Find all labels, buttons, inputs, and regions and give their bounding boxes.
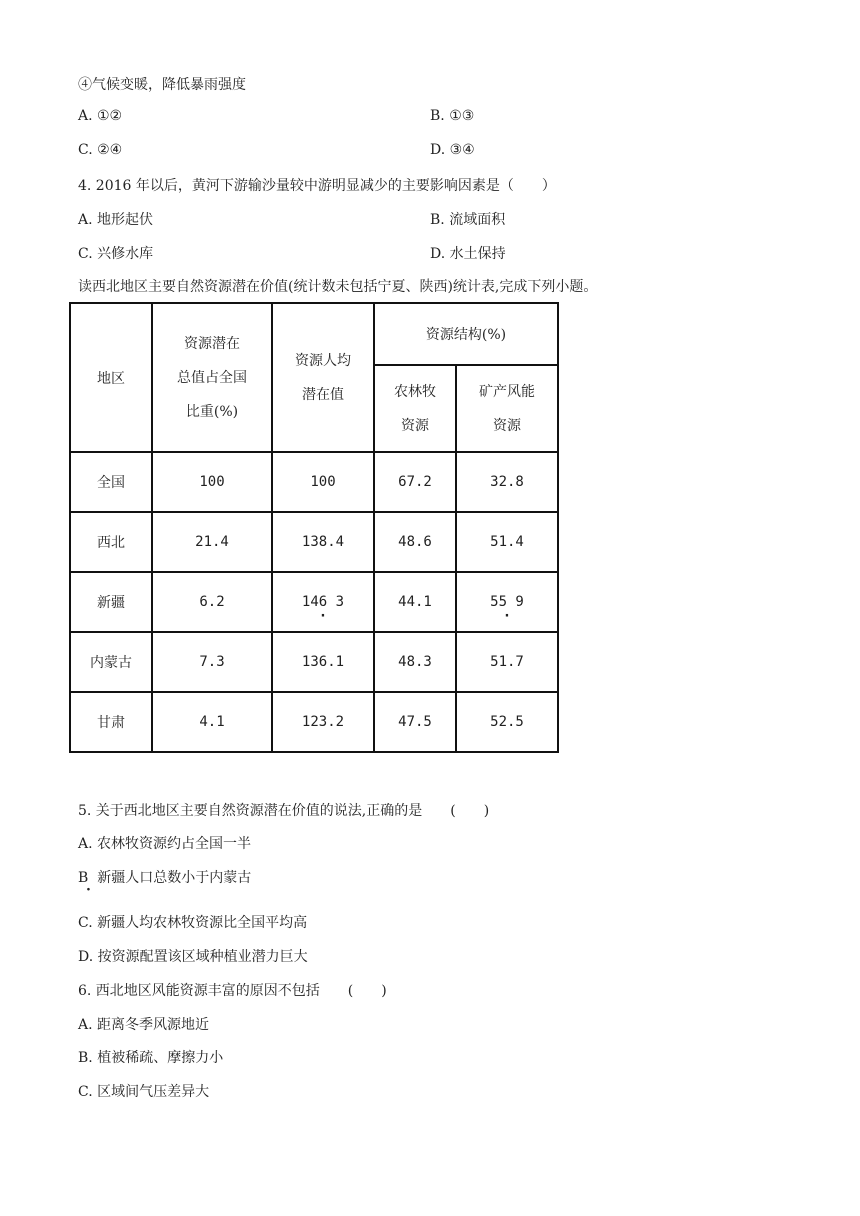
header-share-l2: 总值占全国 [177,369,247,386]
header-mine [456,365,558,452]
cell-region: 甘肃 [70,692,152,752]
question-5: 5. 关于西北地区主要自然资源潜在价值的说法,正确的是 ( ) [78,803,490,819]
table-row [70,452,558,512]
q4-option-d: D. 水土保持 [430,246,506,262]
cell-agri: 44.1 [374,572,456,632]
cell-region: 内蒙古 [70,632,152,692]
cell-share: 100 [152,452,272,512]
table-row [70,572,558,632]
cell-mine: 32.8 [456,452,558,512]
table-row [70,632,558,692]
q5-option-a: A. 农林牧资源约占全国一半 [78,836,252,852]
cell-mine: 52.5 [456,692,558,752]
q6-option-c: C. 区域间气压差异大 [78,1084,210,1100]
cell-agri: 67.2 [374,452,456,512]
header-share-l3: 比重(%) [185,403,239,420]
q4-option-c: C. 兴修水库 [78,246,154,262]
header-percap-l2: 潜在值 [302,386,344,403]
header-agri [374,365,456,452]
cell-percap: 100 [272,452,374,512]
header-share [152,303,272,452]
cell-share: 7.3 [152,632,272,692]
q3-option-d: D. ③④ [430,142,475,158]
cell-percap: 123.2 [272,692,374,752]
table-row [70,512,558,572]
q6-option-b: B. 植被稀疏、摩擦力小 [78,1050,224,1066]
table-intro: 读西北地区主要自然资源潜在价值(统计数未包括宁夏、陕西)统计表,完成下列小题。 [78,279,598,295]
q3-option-a: A. ①② [78,108,123,124]
cell-share: 21.4 [152,512,272,572]
q5-option-b [78,867,251,887]
cell-region: 西北 [70,512,152,572]
cell-mine [456,572,558,632]
cell-percap-value: 146 3 · [302,594,344,610]
cell-agri: 48.3 [374,632,456,692]
cell-mine: 51.4 [456,512,558,572]
resource-table [69,302,559,753]
item4-option-line: ④气候变暖，降低暴雨强度 [78,77,246,93]
q5-option-d: D. 按资源配置该区域种植业潜力巨大 [78,949,308,965]
cell-percap: 138.4 [272,512,374,572]
cell-region: 新疆 [70,572,152,632]
header-region: 地区 [70,303,152,452]
cell-percap: 136.1 [272,632,374,692]
cell-mine-value: 55 9 · [490,594,524,610]
question-6: 6. 西北地区风能资源丰富的原因不包括 ( ) [78,983,387,999]
q4-option-b: B. 流域面积 [430,212,506,228]
table-row [70,692,558,752]
q3-option-c: C. ②④ [78,142,123,158]
cell-region: 全国 [70,452,152,512]
question-4: 4. 2016 年以后，黄河下游输沙量较中游明显减少的主要影响因素是（ ） [78,178,556,194]
q5-option-b-text: 新疆人口总数小于内蒙古 [97,870,252,886]
q5-option-b-letter: B · [78,870,88,886]
cell-share: 6.2 [152,572,272,632]
cell-agri: 47.5 [374,692,456,752]
header-share-l1: 资源潜在 [184,335,240,352]
cell-agri: 48.6 [374,512,456,572]
cell-share: 4.1 [152,692,272,752]
header-percap [272,303,374,452]
header-percap-l1: 资源人均 [295,352,351,369]
q3-option-b: B. ①③ [430,108,475,124]
cell-percap [272,572,374,632]
header-mine-l1: 矿产风能 [479,383,535,400]
q5-option-c: C. 新疆人均农林牧资源比全国平均高 [78,915,308,931]
q6-option-a: A. 距离冬季风源地近 [78,1017,210,1033]
header-structure: 资源结构(%) [374,303,558,365]
header-agri-l2: 资源 [401,417,429,434]
cell-mine: 51.7 [456,632,558,692]
q4-option-a: A. 地形起伏 [78,212,154,228]
header-agri-l1: 农林牧 [394,383,436,400]
header-mine-l2: 资源 [493,417,521,434]
